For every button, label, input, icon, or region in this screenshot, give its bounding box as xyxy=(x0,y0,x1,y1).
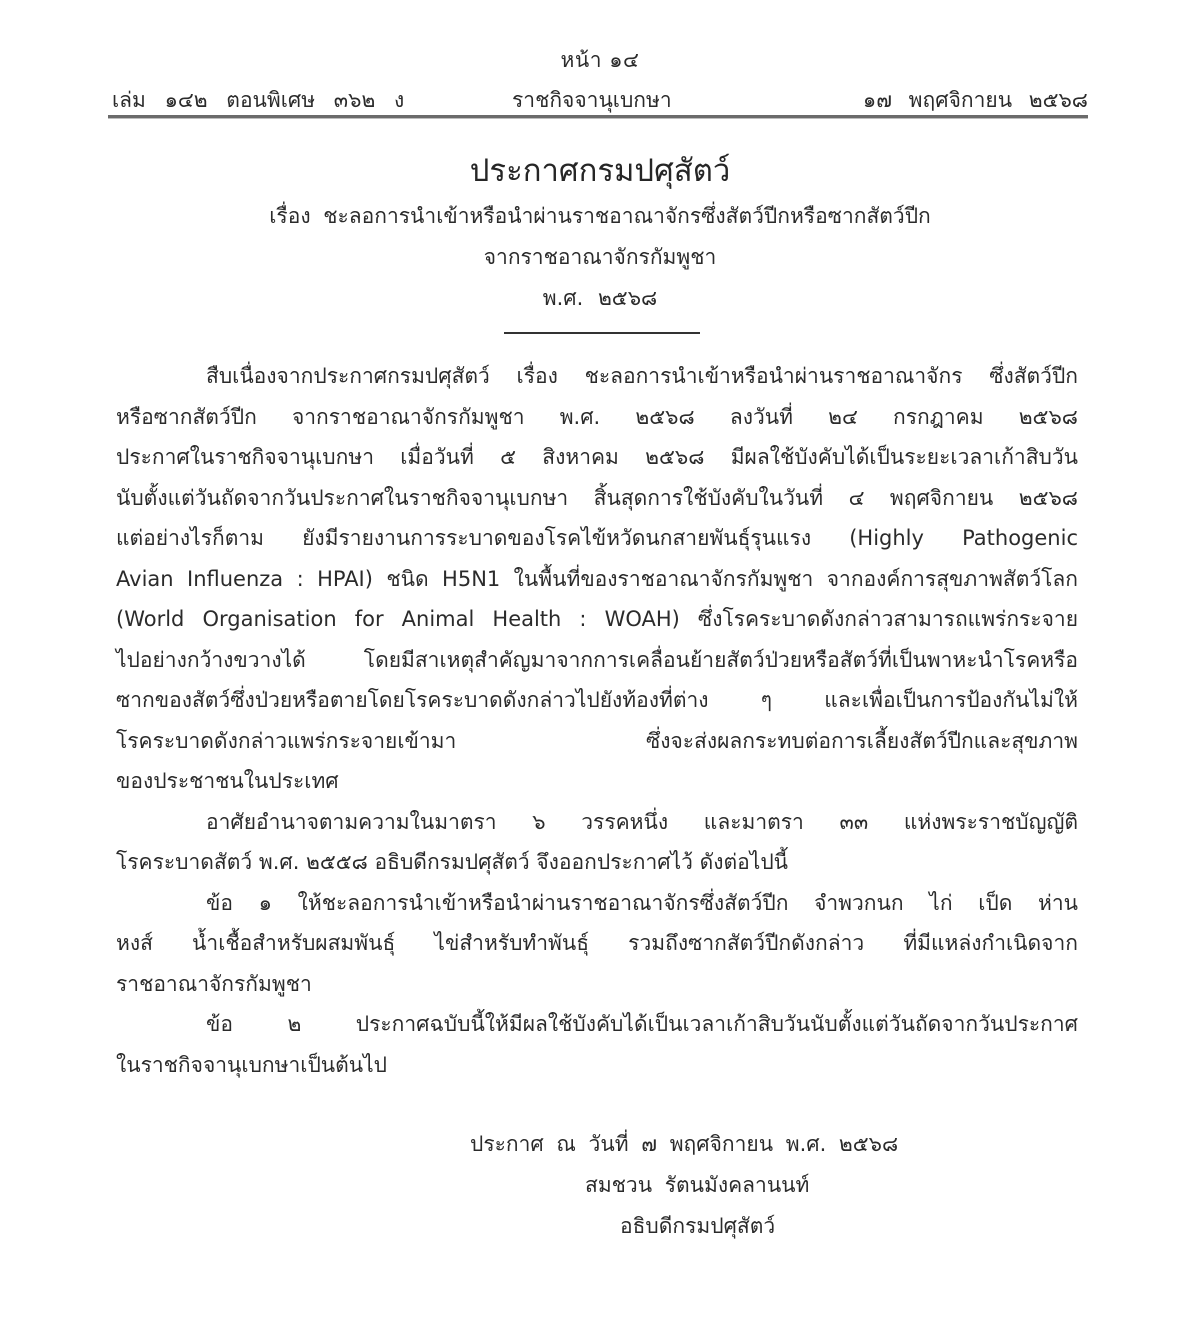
paragraph-background xyxy=(116,356,1078,802)
body-line: (World Organisation for Animal Health : WOAH) ซึ่งโรคระบาดดังกล่าวสามารถแพร่กระจาย xyxy=(116,607,1078,631)
publication-name: ราชกิจจานุเบกษา xyxy=(512,88,672,112)
body-line: ไปอย่างกว้างขวางได้ โดยมีสาเหตุสำคัญมาจากการเคลื่อนย้ายสัตว์ป่วยหรือสัตว์ที่เป็นพาหะนำโรคหรือ xyxy=(116,647,1078,672)
clause-1 xyxy=(116,883,1078,1005)
announcement-year: พ.ศ. ๒๕๖๘ xyxy=(542,286,658,310)
body-line: ของประชาชนในประเทศ xyxy=(116,769,339,793)
body-line: ข้อ ๑ ให้ชะลอการนำเข้าหรือนำผ่านราชอาณาจักรซึ่งสัตว์ปีก จำพวกนก ไก่ เป็ด ห่าน xyxy=(206,890,1078,915)
body-line: ประกาศในราชกิจจานุเบกษา เมื่อวันที่ ๕ สิงหาคม ๒๕๖๘ มีผลใช้บังคับได้เป็นระยะเวลาเก้าสิบวัน xyxy=(116,445,1078,469)
body-line: นับตั้งแต่วันถัดจากวันประกาศในราชกิจจานุเบกษา สิ้นสุดการใช้บังคับในวันที่ ๔ พฤศจิกายน ๒๕๖๘ xyxy=(116,485,1078,510)
signatory-name: สมชวน รัตนมังคลานนท์ xyxy=(585,1173,810,1197)
body-line: สืบเนื่องจากประกาศกรมปศุสัตว์ เรื่อง ชะลอการนำเข้าหรือนำผ่านราชอาณาจักร ซึ่งสัตว์ปีก xyxy=(206,364,1078,388)
body-line: หรือซากสัตว์ปีก จากราชอาณาจักรกัมพูชา พ.ศ. ๒๕๖๘ ลงวันที่ ๒๔ กรกฎาคม ๒๕๖๘ xyxy=(116,404,1078,429)
announcement-title: ประกาศกรมปศุสัตว์ xyxy=(469,153,731,189)
announcement-body xyxy=(116,356,1078,1085)
body-line: ราชอาณาจักรกัมพูชา xyxy=(116,971,312,996)
body-line: ข้อ ๒ ประกาศฉบับนี้ให้มีผลใช้บังคับได้เป็นเวลาเก้าสิบวันนับตั้งแต่วันถัดจากวันประกาศ xyxy=(206,1012,1078,1036)
running-header xyxy=(112,84,1088,114)
body-line: อาศัยอำนาจตามความในมาตรา ๖ วรรคหนึ่ง และมาตรา ๓๓ แห่งพระราชบัญญัติ xyxy=(206,809,1078,834)
title-divider xyxy=(504,332,700,334)
body-line: ในราชกิจจานุเบกษาเป็นต้นไป xyxy=(116,1052,388,1077)
publication-date: ๑๗ พฤศจิกายน ๒๕๖๘ xyxy=(862,88,1088,112)
body-line: โรคระบาดดังกล่าวแพร่กระจายเข้ามา ซึ่งจะส่งผลกระทบต่อการเลี้ยงสัตว์ปีกและสุขภาพ xyxy=(116,728,1078,753)
body-line: แต่อย่างไรก็ตาม ยังมีรายงานการระบาดของโรคไข้หวัดนกสายพันธุ์รุนแรง (Highly Pathogenic xyxy=(116,526,1078,550)
announcement-subject: เรื่อง ชะลอการนำเข้าหรือนำผ่านราชอาณาจักรซึ่งสัตว์ปีกหรือซากสัตว์ปีก xyxy=(269,204,931,228)
body-line: โรคระบาดสัตว์ พ.ศ. ๒๕๕๘ อธิบดีกรมปศุสัตว์ จึงออกประกาศไว้ ดังต่อไปนี้ xyxy=(116,850,789,874)
clause-2 xyxy=(116,1004,1078,1085)
signing-date: ประกาศ ณ วันที่ ๗ พฤศจิกายน พ.ศ. ๒๕๖๘ xyxy=(470,1132,899,1156)
body-line: หงส์ น้ำเชื้อสำหรับผสมพันธุ์ ไข่สำหรับทำพันธุ์ รวมถึงซากสัตว์ปีกดังกล่าว ที่มีแหล่งกำเนิดจาก xyxy=(116,931,1078,955)
body-line: Avian Influenza : HPAI) ชนิด H5N1 ในพื้นที่ของราชอาณาจักรกัมพูชา จากองค์การสุขภาพสัตว์โลก xyxy=(116,566,1078,591)
volume-issue: เล่ม ๑๔๒ ตอนพิเศษ ๓๖๒ ง xyxy=(112,88,405,112)
header-divider xyxy=(108,115,1088,119)
body-line: ซากของสัตว์ซึ่งป่วยหรือตายโดยโรคระบาดดังกล่าวไปยังท้องที่ต่าง ๆ และเพื่อเป็นการป้องกันไม่ให้ xyxy=(116,688,1078,712)
signatory-position: อธิบดีกรมปศุสัตว์ xyxy=(620,1214,776,1238)
announcement-subject-continued: จากราชอาณาจักรกัมพูชา xyxy=(483,245,717,269)
paragraph-legal-authority xyxy=(116,802,1078,883)
page-number: หน้า ๑๔ xyxy=(560,48,640,72)
